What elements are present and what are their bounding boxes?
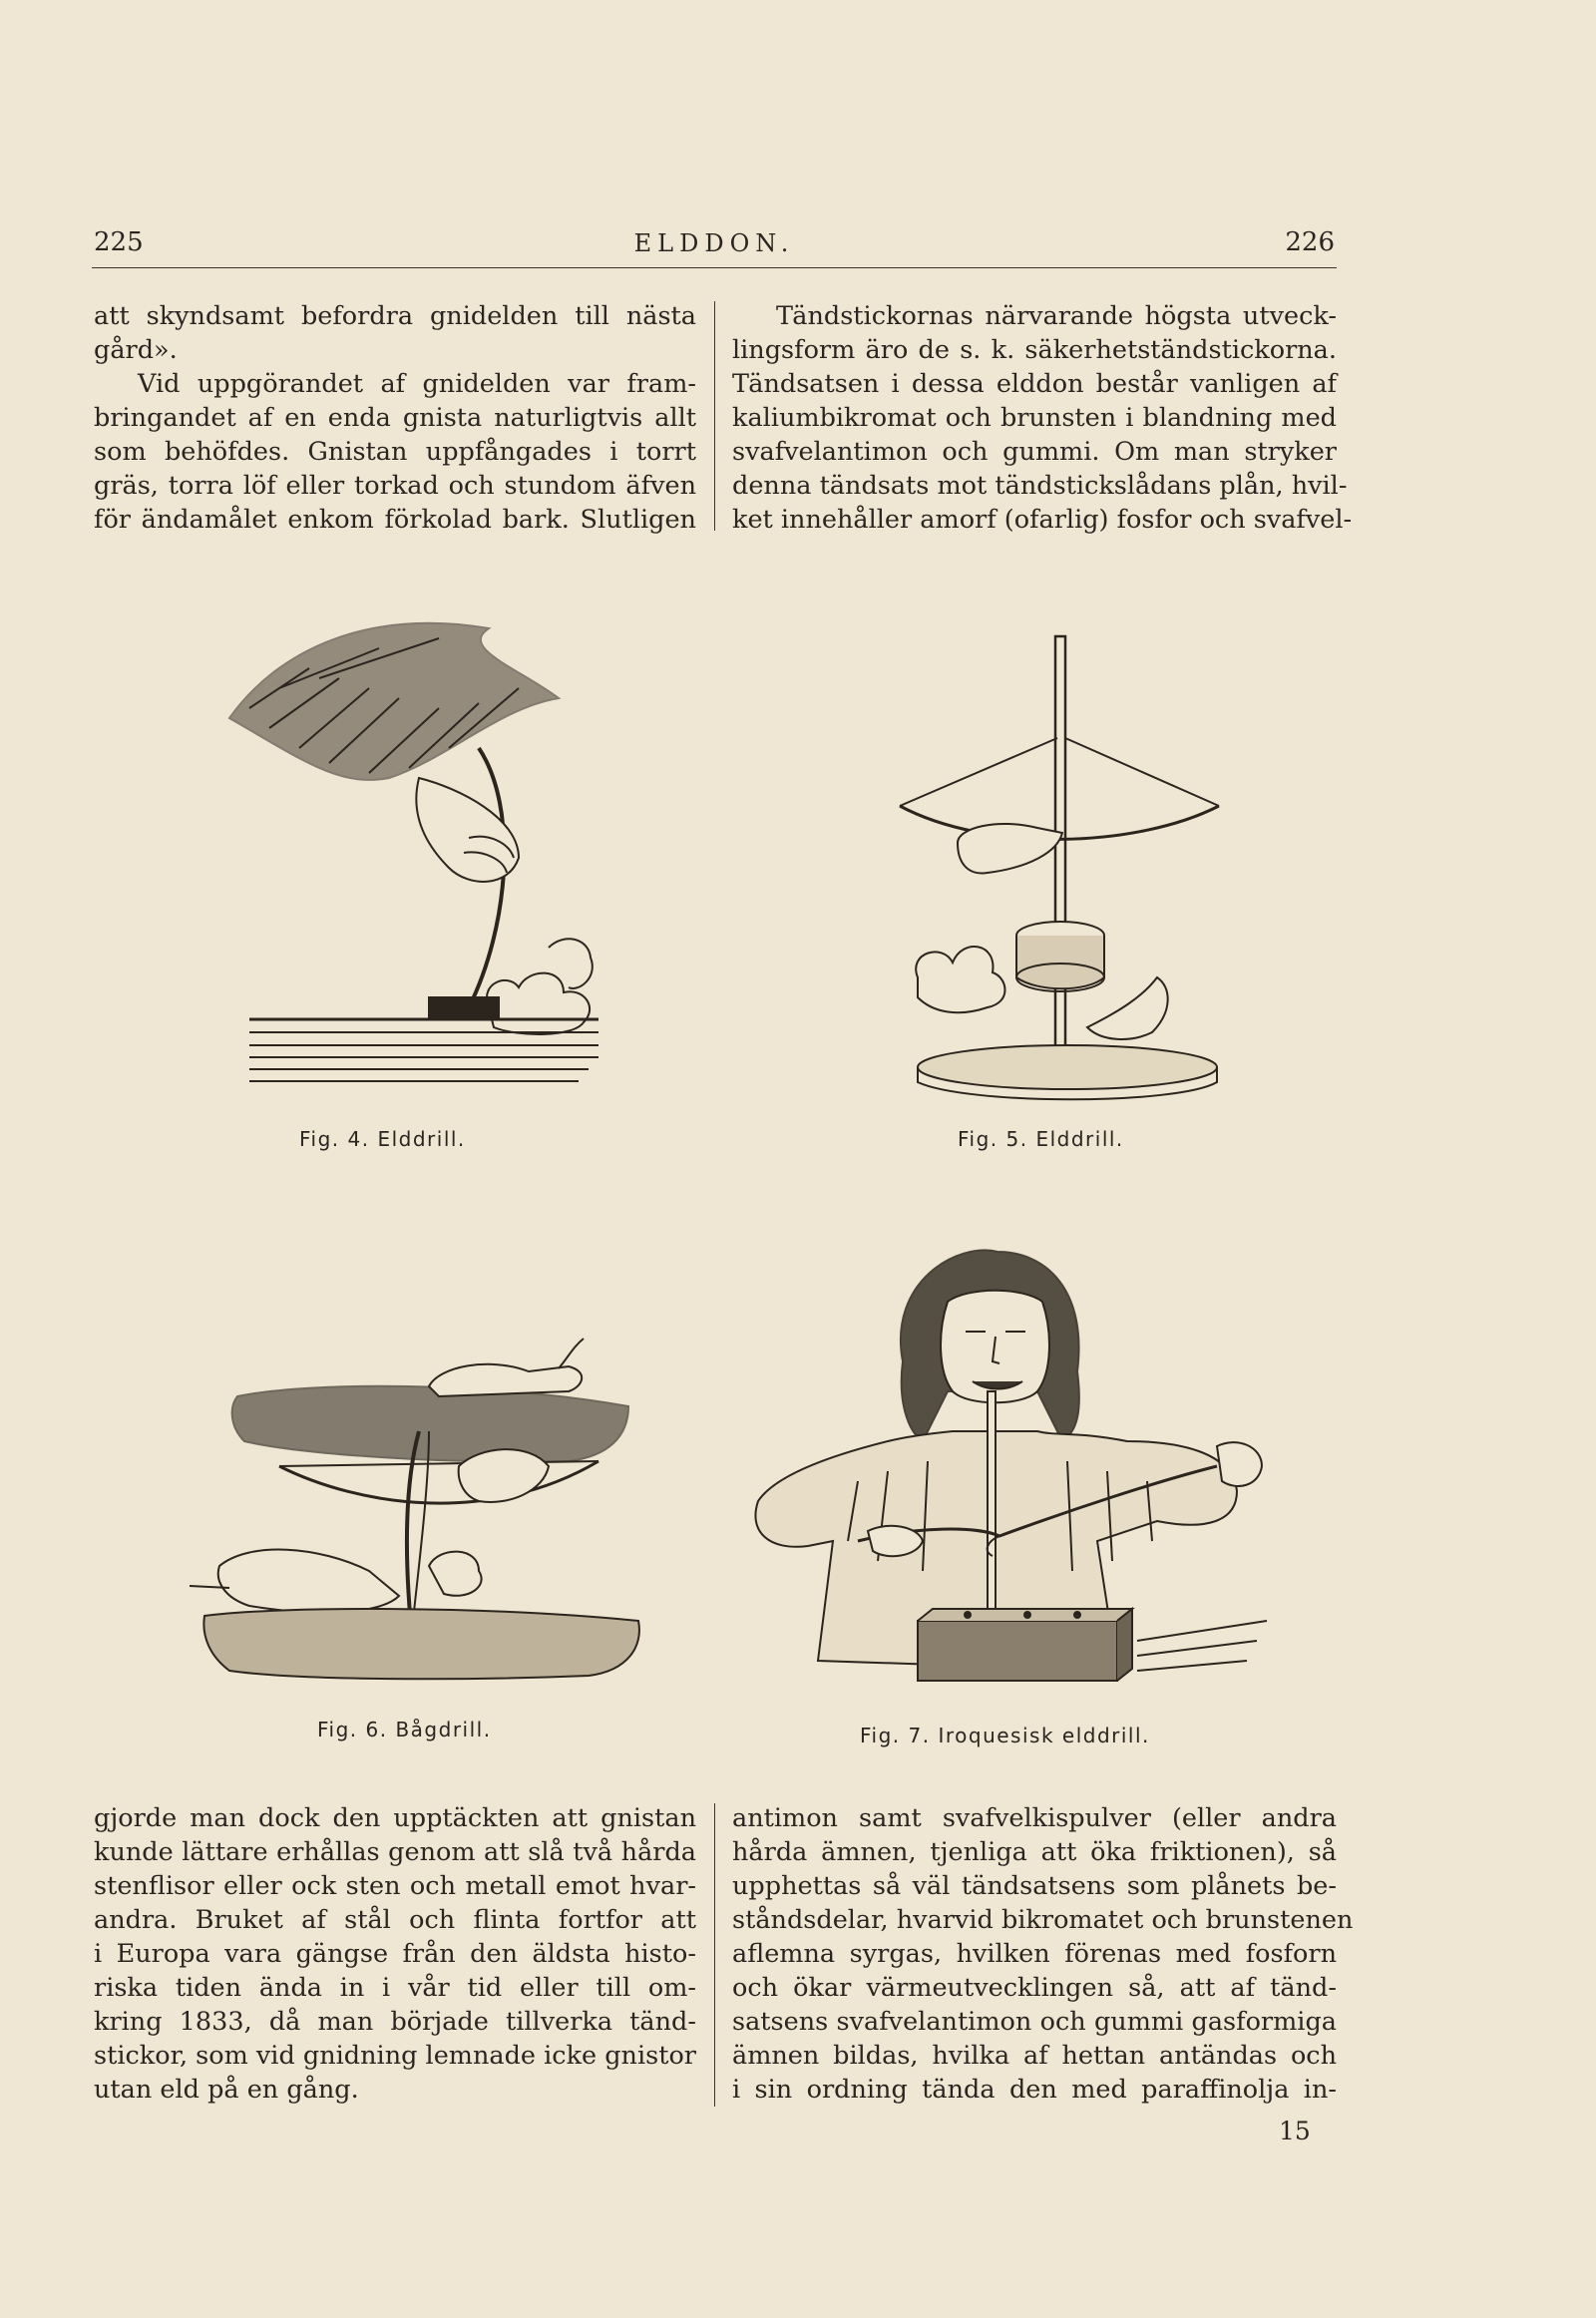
- text-line: Vid uppgörandet af gnidelden var fram-: [138, 369, 696, 399]
- text-line: utan eld på en gång.: [94, 2075, 359, 2105]
- text-line: hårda ämnen, tjenliga att öka friktionen), så: [732, 1837, 1337, 1867]
- text-line: gård».: [94, 335, 178, 365]
- text-line: Tändsatsen i dessa elddon består vanligen af: [732, 369, 1337, 399]
- text-line: i sin ordning tända den med paraffinolja in-: [732, 2075, 1337, 2105]
- text-line: som behöfdes. Gnistan uppfångades i torrt: [94, 437, 696, 467]
- text-line: att skyndsamt befordra gnidelden till nästa: [94, 301, 696, 331]
- text-line: i Europa vara gängse från den äldsta histo-: [94, 1939, 696, 1969]
- running-header: [92, 217, 1337, 268]
- text-line: ket innehåller amorf (ofarlig) fosfor och svafvel-: [732, 505, 1353, 535]
- text-line: upphettas så väl tändsatsens som plånets be-: [732, 1871, 1337, 1901]
- text-line: aflemna syrgas, hvilken förenas med fosforn: [732, 1939, 1337, 1969]
- figure-4-caption: Fig. 4. Elddrill.: [299, 1127, 466, 1151]
- top-left-column: [94, 299, 696, 537]
- text-line: riska tiden ända in i vår tid eller till om-: [94, 1973, 696, 2003]
- text-line: andra. Bruket af stål och flinta fortfor att: [94, 1905, 696, 1935]
- figure-6-illustration: [190, 1327, 648, 1696]
- text-line: gräs, torra löf eller torkad och stundom äfven: [94, 471, 696, 501]
- signature-mark: 15: [1279, 2117, 1311, 2145]
- text-line: stenflisor eller ock sten och metall emot hvar-: [94, 1871, 696, 1901]
- text-line: ämnen bildas, hvilka af hettan antändas och: [732, 2041, 1337, 2071]
- left-page-number: 225: [94, 227, 144, 257]
- text-line: för ändamålet enkom förkolad bark. Slutligen: [94, 505, 696, 535]
- figure-4-illustration: [219, 588, 618, 1107]
- text-line: stickor, som vid gnidning lemnade icke gnistor: [94, 2041, 696, 2071]
- text-line: kring 1833, då man började tillverka tänd-: [94, 2007, 696, 2037]
- text-line: antimon samt svafvelkispulver (eller andra: [732, 1803, 1337, 1833]
- figure-5-illustration: [888, 628, 1227, 1107]
- text-line: satsens svafvelantimon och gummi gasformiga: [732, 2007, 1337, 2037]
- text-line: lingsform äro de s. k. säkerhetständstickorna.: [732, 335, 1337, 365]
- text-line: kunde lättare erhållas genom att slå två hårda: [94, 1837, 696, 1867]
- text-line: gjorde man dock den upptäckten att gnistan: [94, 1803, 696, 1833]
- figure-7-caption: Fig. 7. Iroquesisk elddrill.: [860, 1724, 1150, 1747]
- top-right-column: [732, 299, 1353, 537]
- bottom-right-column: [732, 1801, 1354, 2107]
- text-line: och ökar värmeutvecklingen så, att af tänd-: [732, 1973, 1337, 2003]
- text-line: kaliumbikromat och brunsten i blandning med: [732, 403, 1337, 433]
- column-divider: [714, 301, 715, 531]
- figure-6-caption: Fig. 6. Bågdrill.: [317, 1718, 492, 1741]
- text-line: ståndsdelar, hvarvid bikromatet och brunstenen: [732, 1905, 1354, 1935]
- figure-7-illustration: [738, 1242, 1277, 1711]
- right-page-number: 226: [1285, 227, 1335, 257]
- text-line: denna tändsats mot tändstickslådans plån, hvil-: [732, 471, 1348, 501]
- bottom-left-column: [94, 1801, 696, 2107]
- running-title: ELDDON.: [633, 229, 795, 257]
- column-divider: [714, 1803, 715, 2107]
- text-line: svafvelantimon och gummi. Om man stryker: [732, 437, 1337, 467]
- text-line: Tändstickornas närvarande högsta utveck-: [776, 301, 1337, 331]
- text-line: bringandet af en enda gnista naturligtvis allt: [94, 403, 696, 433]
- figure-5-caption: Fig. 5. Elddrill.: [958, 1127, 1124, 1151]
